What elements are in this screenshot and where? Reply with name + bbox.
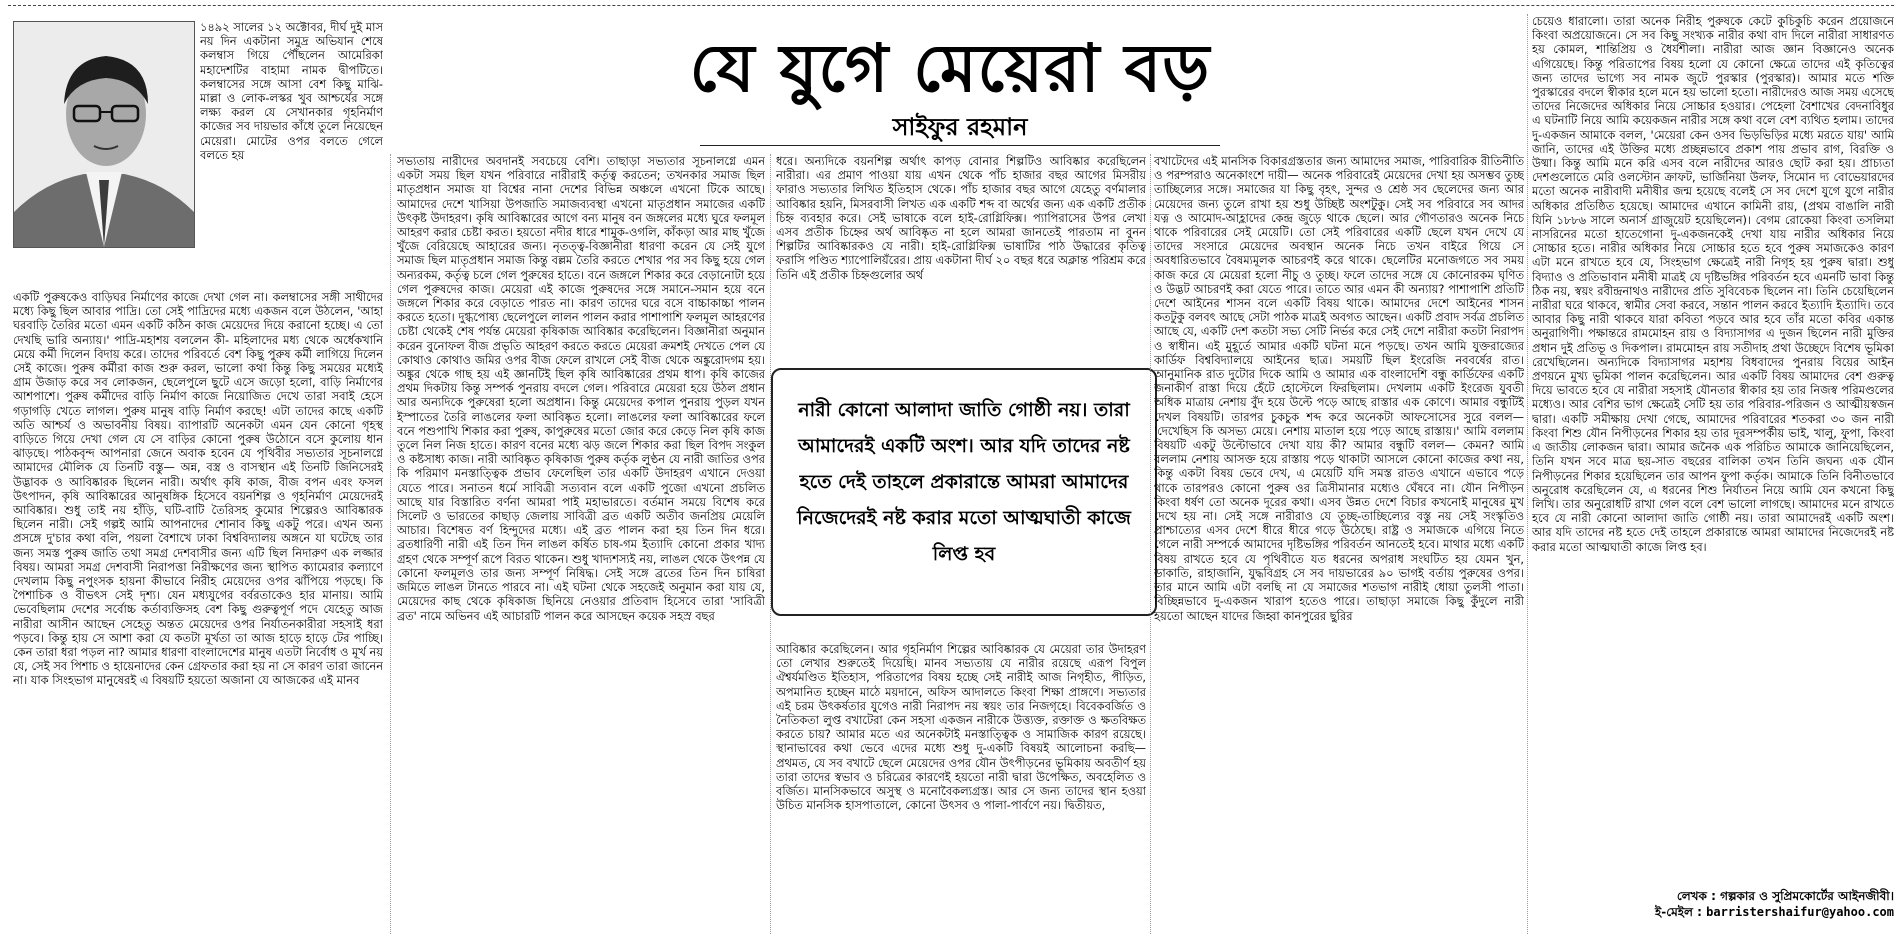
column-2: সভ্যতায় নারীদের অবদানই সবচেয়ে বেশি। তাছাড়া সভ্যতার সূচনালগ্নে এমন একটা সময় ছিল যখন পরিবারে নারীরাই কর্তৃত্ব করতেন; তখনকার সমাজ ছিল মাতৃপ্রধান সমাজ যা বিশ্বের নানা দেশের বিভিন্ন অঞ্চলে এখনো টিকে আছে। আমাদের দেশে খাসিয়া উপজাতি সমাজব্যবস্থা এখনো মাতৃপ্রধান সমাজের একটি উৎকৃষ্ট উদাহরণ। কৃষি আবিষ্কারের আগে বন্য মানুষ বন জঙ্গলের মধ্যে ঘুরে ফলমূল আহরণ করার চেষ্টা করত। হয়তো নদীর ধারে শামুক-ওগলি, কাঁকড়া আর মাছ খুঁজে খুঁজে বেরিয়েছে আহারের জন্য। নৃতত্ত্ব-বিজ্ঞানীরা ধারণা করেন যে সেই যুগে সমাজ ছিল মাতৃপ্রধান সমাজ কিন্তু বল্লম তৈরি করতে শেখার পর সব কিছু হয়ে গেল অন্যরকম, কর্তৃত্ব চলে গেল পুরুষের হাতে। বনে জঙ্গলে শিকার করে বেড়ানোটা হয়ে গেল পুরুষদের কাজ। মেয়েরা এই কাজে পুরুষদের সঙ্গে সমানে-সমান হয়ে বনে জঙ্গলে শিকার করে বেড়াতে পারত না। কারণ তাদের ঘরে বসে বাচ্চাকাচ্চা পালন করতে হতো। দুগ্ধপোষ্য ছেলেপুলে লালন পালন করার পাশাপাশি ফলমূল আহরণের চেষ্টা থেকেই শেষ পর্যন্ত মেয়েরা কৃষিকাজ আবিষ্কার করেছিলেন। বিজ্ঞানীরা অনুমান করেন বুনোফল বীজ প্রভৃতি আহরণ করতে করতে মেয়েরা ক্রমশই দেখতে পেল যে কোথাও কোথাও জমির ওপর বীজ ফেলে রাখলে সেই বীজ থেকে অঙ্কুরোদগম হয়। অঙ্কুর থেকে গাছ হয় এই জ্ঞানটিই ছিল কৃষি আবিষ্কারের প্রথম ধাপ। কৃষি কাজের প্রথম দিকটায় কিন্তু সম্পর্ক পুনরায় বদলে গেল। পরিবারে মেয়েরা হয়ে উঠল প্রধান আর অন্যদিকে পুরুষেরা হলো অপ্রধান। কিন্তু মেয়েদের কপাল পুনরায় পুড়ল যখন ইস্পাতের তৈরি লাঙলের ফলা আবিষ্কৃত হলো। লাঙলের ফলা আবিষ্কারের ফলে বনে পশুপাখি শিকার করা পুরুষ, কাপুরুষের মতো জোর করে কেড়ে নিল কৃষি কাজ তুলে নিল নিজ হাতে। কারণ বনের মধ্যে ঝড় জলে শিকার করা ছিল বিপদ সংকুল ও কষ্টসাধ্য কাজ। নারী আবিষ্কৃত কৃষিকাজ পুরুষ কর্তৃক লুণ্ঠন যে নারী জাতির ওপর কি পরিমাণ মনস্তাত্ত্বিক প্রভাব ফেলেছিল তার একটি উদাহরণ এখানে দেওয়া যেতে পারে। সনাতন ধর্মে সাবিত্রী সত্যবান বলে একটি পুজো এখনো প্রচলিত আছে যার বিস্তারিত বর্ণনা আমরা পাই মহাভারতে। বর্তমান সময়ে বিশেষ করে সিলেট ও ভারতের কাছাড় জেলায় সাবিত্রী ব্রত একটি অতীব জনপ্রিয় মেয়েলি আচার। বিশেষত বর্ণ হিন্দুদের মধ্যে। এই ব্রত পালন করা হয় তিন দিন ধরে। ব্রতধারিণী নারী এই তিন দিন লাঙল কর্ষিত চাষ-গম ইত্যাদি কোনো প্রকার খাদ্য গ্রহণ থেকে সম্পূর্ণ রূপে বিরত থাকেন। শুধু খাদ্যশস্যই নয়, লাঙল থেকে উৎপন্ন যে কোনো ফলমূলও তার জন্য সম্পূর্ণ নিষিদ্ধ। সেই সঙ্গে ব্রতের তিন দিন চাষিরা জমিতে লাঙল টানতে পারবে না। এই ঘটনা থেকে সহজেই অনুমান করা যায় যে, মেয়েদের কাছ থেকে কৃষিকাজ ছিনিয়ে নেওয়ার প্রতিবাদ হিসেবে তারা 'সাবিত্রী ব্রত' নামে অভিনব এই আচারটি পালন করে আসছেন কয়েক সহস্র বছর [397, 154, 765, 623]
column-3: ধরে। অন্যদিকে বয়নশিল্প অর্থাৎ কাপড় বোনার শিল্পটিও আবিষ্কার করেছিলেন নারীরা। এর প্রমাণ পাওয়া যায় এখন থেকে পাঁচ হাজার বছর আগের মিসরীয় ফারাও সভ্যতার লিখিত ইতিহাস থেকে। পাঁচ হাজার বছর আগে যেহেতু বর্ণমালার আবিষ্কার হয়নি, মিসরবাসী লিখত এক একটি শব্দ বা অর্থের জন্য এক একটি প্রতীক চিহ্ন ব্যবহার করে। সেই ভাষাকে বলে হাই-রোগ্লিফিক্স। প্যাপিরাসের উপর লেখা এসব প্রতীক চিহ্নের অর্থ আবিষ্কৃত না হলে আমরা জানতেই পারতাম না বুনন শিল্পটির আবিষ্কারকও যে নারী। হাই-রোগ্লিফিক্স ভাষাটির পাঠ উদ্ধারের কৃতিত্ব ফরাসি পণ্ডিত শ্যাপোলিয়ঁরের। প্রায় একটানা দীর্ঘ ২০ বছর ধরে অক্লান্ত পরিশ্রম করে তিনি এই প্রতীক চিহ্নগুলোর অর্থ [776, 154, 1146, 282]
column-divider [770, 154, 771, 934]
column-3-continued: আবিষ্কার করেছিলেন। আর গৃহনির্মাণ শিল্পের আবিষ্কারক যে মেয়েরা তার উদাহরণ তো লেখার শুরুতেই দিয়েছি। মানব সভ্যতায় যে নারীর রয়েছে এরূপ বিপুল ঐশ্বর্যমণ্ডিত ইতিহাস, পরিতাপের বিষয় হচ্ছে সেই নারীই আজ নিগৃহীত, পীড়িত, অপমানিত হচ্ছেন মাঠে ময়দানে, অফিস আদালতে কিংবা শিক্ষা প্রাঙ্গণে। সভ্যতার এই চরম উৎকর্ষতার যুগেও নারী নিরাপদ নয় স্বয়ং তার নিজগৃহে। বিবেকবর্জিত ও নৈতিকতা লুপ্ত বখাটেরা কেন সহসা একজন নারীকে উত্ত্যক্ত, রক্তাক্ত ও ক্ষতবিক্ষত করতে চায়? আমার মতে এর অনেকটাই মনস্তাত্ত্বিক ও সামাজিক কারণ রয়েছে। স্থানাভাবের কথা ভেবে এদের মধ্যে শুধু দু-একটি বিষয়ই আলোচনা করছি— প্রথমত, যে সব বখাটে ছেলে মেয়েদের ওপর যৌন উৎপীড়নের ভূমিকায় অবতীর্ণ হয় তারা তাদের স্বভাব ও চরিত্রের কারণেই হয়তো নারী দ্বারা উপেক্ষিত, অবহেলিত ও বর্জিত। মানসিকভাবে অসুস্থ ও মনোবৈকল্যগ্রস্ত। আর সে জন্য তাদের স্থান হওয়া উচিত মানসিক হাসপাতালে, কোনো উৎসব ও পালা-পার্বণে নয়। দ্বিতীয়ত, [776, 642, 1146, 813]
column-4: বখাটেদের এই মানসিক বিকারগ্রস্ততার জন্য আমাদের সমাজ, পারিবারিক রীতিনীতি ও পরম্পরাও অনেকাংশে দায়ী— অনেক পরিবারেই মেয়েদের দেখা হয় অসম্ভব তুচ্ছ তাচ্ছিল্যের সঙ্গে। সমাজের যা কিছু বৃহৎ, সুন্দর ও শ্রেষ্ঠ সব ছেলেদের জন্য আর মেয়েদের জন্য তুলে রাখা হয় শুধু উচ্ছিষ্ট অংশটুকু। সেই সব পরিবারে সব আদর যত্ন ও আমোদ-আহ্লাদের কেন্দ্র জুড়ে থাকে ছেলে। আর গৌণতারও অনেক নিচে থাকে পরিবারের সেই মেয়েটি। তো সেই পরিবারের একটি ছেলে যখন দেখে যে তাদের সংসারে মেয়েদের অবস্থান অনেক নিচে তখন বাইরে গিয়ে সে অবধারিতভাবে বৈষম্যমূলক আচরণই করে থাকে। ছেলেটির মনোজগতে সব সময় কাজ করে যে মেয়েরা হলো নীচু ও তুচ্ছ। ফলে তাদের সঙ্গে যে কোনোরকম ঘৃণিত ও উদ্ভট আচরণই করা যেতে পারে। তাতে আর এমন কী অন্যায়? পাশাপাশি প্রতিটি দেশে আইনের শাসন বলে একটি বিষয় থাকে। আমাদের দেশে আইনের শাসন কতটুকু বলবৎ আছে সেটা পাঠক মাত্রই অবগত আছেন। একটি প্রবাদ সর্বত্র প্রচলিত আছে যে, একটি দেশ কতটা সভ্য সেটি নির্ভর করে সেই দেশে নারীরা কতটা নিরাপদ ও স্বাধীন। এই মুহূর্তে আমার একটি ঘটনা মনে পড়ছে। তখন আমি যুক্তরাজ্যের কার্ডিফ বিশ্ববিদ্যালয়ে আইনের ছাত্র। সময়টি ছিল ইংরেজি নববর্ষের রাত। আনুমানিক রাত দুটোর দিকে আমি ও আমার এক বাংলাদেশি বন্ধু কার্ডিফের একটি জনাকীর্ণ রাস্তা দিয়ে হেঁটে হোস্টেলে ফিরছিলাম। দেখলাম একটি ইংরেজ যুবতী অধিক মাত্রায় নেশায় বুঁদ হয়ে উল্টে পড়ে আছে রাস্তার এক কোণে। আমার বন্ধুটিই দেখল বিষয়টি। তারপর চুকচুক শব্দ করে অনেকটা আফসোসের সুরে বলল— 'দেখেছিস কি অসভ্য মেয়ে। নেশায় মাতাল হয়ে পড়ে আছে রাস্তায়।' আমি বললাম বিষয়টি একটু উল্টোভাবে দেখা যায় কী? আমার বন্ধুটি বলল— কেমন? আমি বললাম নেশায় আসক্ত হয়ে রাস্তায় পড়ে থাকাটা আসলে কোনো কাজের কথা নয়, কিন্তু একটা বিষয় ভেবে দেখ, এ মেয়েটি যদি সমস্ত রাতও এখানে এভাবে পড়ে থাকে তারপরও কোনো পুরুষ ওর ত্রিসীমানার মধ্যেও ঘেঁষবে না। যৌন নিপীড়ন কিংবা ধর্ষণ তো অনেক দূরের কথা। এসব উন্নত দেশে বিচার কখনোই মানুষের মুখ দেখে হয় না। সেই সঙ্গে নারীরাও যে তুচ্ছ-তাচ্ছিল্যের বস্তু নয় সেই সংস্কৃতিও প্রাশ্চাত্যের এসব দেশে ধীরে ধীরে গড়ে উঠেছে। রাষ্ট্র ও সমাজকে এগিয়ে নিতে গেলে নারী সম্পর্কে আমাদের দৃষ্টিভঙ্গির পরিবর্তন আনতেই হবে। মাথার মধ্যে একটি বিষয় রাখতে হবে যে পৃথিবীতে যত ধরনের অপরাধ সংঘটিত হয় যেমন খুন, ডাকাতি, রাহাজানি, যুদ্ধবিগ্রহ সে সব দায়ভারের ৯০ ভাগই বর্তায় পুরুষের ওপর। তার মানে আমি এটা বলছি না যে সমাজের শতভাগ নারীই ধোয়া তুলসী পাতা। বিচ্ছিন্নভাবে দু-একজন খারাপ হতেও পারে। তাছাড়া সমাজে কিছু কুঁদুলে নারী হয়তো আছেন যাদের জিহ্বা কানপুরের ছুরির [1154, 154, 1524, 623]
pull-quote-text: নারী কোনো আলাদা জাতি গোষ্ঠী নয়। তারা আমাদেরই একটি অংশ। আর যদি তাদের নষ্ট হতে দেই তাহলে প্রকারান্তে আমরা আমাদের নিজেদেরই নষ্ট করার মতো আত্মঘাতী কাজে লিপ্ত হব [797, 399, 1131, 565]
byline-rule [700, 145, 1220, 146]
column-1-intro: ১৪৯২ সালের ১২ অক্টোবর, দীর্ঘ দুই মাস নয় দিন একটানা সমুদ্র অভিযান শেষে কলম্বাস গিয়ে পৌঁছলেন আমেরিকা মহাদেশটির বাহামা নামক দ্বীপটিতে। কলম্বাসের সঙ্গে আসা বেশ কিছু মাঝি-মাল্লা ও লোক-লস্কর খুব আশ্চর্যের সঙ্গে লক্ষ্য করল যে সেখানকার গৃহনির্মাণ কাজের সব দায়ভার কাঁধে তুলে নিয়েছেন মেয়েরা। মোটের ওপর বলতে গেলে বলতে হয় [200, 20, 383, 162]
author-email-line [1532, 904, 1894, 920]
author-footer [1532, 888, 1894, 920]
author-email[interactable]: barristershaifur@yahoo.com [1706, 905, 1894, 919]
headline: যে যুগে মেয়েরা বড় [689, 29, 1211, 107]
pull-quote [771, 368, 1157, 616]
column-5: চেয়েও ধারালো। তারা অনেক নিরীহ পুরুষকে কেটে কুচিকুচি করেন প্রয়োজনে কিংবা অপ্রয়োজনে। সে সব কিছু সংখ্যক নারীর কথা বাদ দিলে নারীরা সাধারণত হয় কোমল, শান্তিপ্রিয় ও ধৈর্যশীলা। নারীরা আজ জ্ঞান বিজ্ঞানেও অনেক এগিয়েছে। কিন্তু পরিতাপের বিষয় হলো যে কোনো ক্ষেত্রে তাদের এই কৃতিত্বের জন্য তাদের ভাগ্যে সব নামক জুটে পুরস্কার (পুরস্কার)। আমার মতে শক্তি পুরস্কারের বদলে স্বীকার হলে মনে হয় ভালো হতো। নারীদেরও আজ সময় এসেছে তাদের নিজেদের অধিকার নিয়ে সোচ্চার হওয়ার। পেহেলা বৈশাখের বেদনাবিধুর এ ঘটনাটি নিয়ে আমি কয়েকজন নারীর সঙ্গে কথা বলে বেশ ব্যথিত হলাম। তাদের দু-একজন আমাকে বলল, 'মেয়েরা কেন ওসব ভিড়ভিড়ির মধ্যে মরতে যায়' আমি জানি, তাদের এই উক্তির মধ্যে প্রচ্ছন্নভাবে প্রকাশ পায় প্রভাব রাগ, বিরক্তি ও উষ্মা। কিন্তু আমি মনে করি এসব বলে নারীদের আরও ছোট করা হয়। প্রাচ্যতা দেশগুলোতে মেরি ওলস্টোন ক্রাফট, ভার্জিনিয়া উলফ, সিমোন দ্য বোভেয়ারদের মতো অনেক নারীবাদী মনীষীর জন্ম হয়েছে বলেই সে সব দেশে যুগে যুগে নারীর অধিকার প্রতিষ্ঠিত হয়েছে। আমাদের এখানে কামিনী রায়, (প্রথম বাঙালি নারী যিনি ১৮৮৬ সালে অনার্স গ্রাজুয়েট হয়েছিলেন)। বেগম রোকেয়া কিংবা তসলিমা নাসরিনের মতো হাতেগোনা দু-একজনকেই দেখা যায় নারীর অধিকার নিয়ে সোচ্চার হতে। নারীর অধিকার নিয়ে সোচ্চার হতে হবে পুরুষ সমাজকেও কারণ এটা মনে রাখতে হবে যে, সিংহভাগ ক্ষেত্রেই নারী নিগৃহ হয় পুরুষ দ্বারা। শুধু বিদ্যাও ও প্রতিভাবান মনীষী মাত্রই যে দৃষ্টিভঙ্গির পরিবর্তন হবে এমনটি ভাবা কিন্তু ঠিক নয়, স্বয়ং রবীন্দ্রনাথও নারীদের প্রতি সুবিবেচক ছিলেন না। তিনি চেয়েছিলেন নারীরা ঘরে থাকবে, স্বামীর সেবা করবে, সন্তান পালন করবে ইত্যাদি ইত্যাদি। তবে আবার কিছু নারী থাকবে যারা কবিতা পড়বে আর হবে তাঁর মতো কবির একান্ত অনুরাগিণী। পক্ষান্তরে রামমোহন রায় ও বিদ্যাসাগর এ দুজন ছিলেন নারী মুক্তির প্রধান দুই প্রতিভূ ও দিকপাল। রামমোহন রায় সতীদাহ প্রথা উচ্ছেদে বিশেষ ভূমিকা রেখেছিলেন। অন্যদিকে বিদ্যাসাগর মহাশয় বিধবাদের পুনরায় বিয়ের আইন প্রণয়নে মুখ্য ভূমিকা পালন করেছিলেন। আর একটি বিষয় আমাদের বেশ গুরুত্ব দিয়ে ভাবতে হবে যে নারীরা সহসাই যৌনতার স্বীকার হয় তার নিজস্ব পরিমণ্ডলের মধ্যেও। আর বেশির ভাগ ক্ষেত্রেই সেটি হয় তার পরিবার-পরিজন ও আত্মীয়স্বজন দ্বারা। একটি সমীক্ষায় দেখা গেছে, আমাদের পরিবারের শতকরা ৩০ জন নারী কিংবা শিশু যৌন নিপীড়নের শিকার হয় তার দূরসম্পর্কীয় ভাই, খালু, ফুপা, কিংবা এ জাতীয় লোকজন দ্বারা। আমার জনৈক এক পরিচিত আমাকে জানিয়েছিলেন, তিনি যখন সবে মাত্র ছয়-সাত বছরের বালিকা তখন তিনি জঘন্য এক যৌন নিপীড়নের শিকার হয়েছিলেন তার আপন ফুপা কর্তৃক। আমাকে তিনি বিনীতভাবে অনুরোধ করেছিলেন যে, এ ধরনের শিশু নির্যাতন নিয়ে আমি যেন কখনো কিছু লিখি। তার অনুরোধটি রাখা গেল বলে বেশ ভালো লাগছে। আমাদের মনে রাখতে হবে যে নারী কোনো আলাদা জাতি গোষ্ঠী নয়। তারা আমাদেরই একটি অংশ। আর যদি তাদের নষ্ট হতে দেই তাহলে প্রকারান্তে আমরা আমাদের নিজেদেরই নষ্ট করার মতো আত্মঘাতী কাজে লিপ্ত হব। [1532, 14, 1894, 554]
email-label: ই-মেইল : [1655, 905, 1702, 919]
column-divider [390, 154, 391, 934]
byline: সাইফুর রহমান [892, 112, 1028, 141]
author-note: লেখক : গল্পকার ও সুপ্রিমকোর্টের আইনজীবী। [1676, 889, 1894, 903]
author-portrait-image [14, 22, 194, 247]
column-1: একটি পুরুষকেও বাড়িঘর নির্মাণের কাজে দেখা গেল না। কলম্বাসের সঙ্গী সাথীদের মধ্যে কিছু ছিল আবার পাদ্রি। তো সেই পাদ্রিদের মধ্যে একজন বলে উঠলেন, 'আহা ঘরবাড়ি তৈরির মতো এমন একটি কঠিন কাজ মেয়েদের দিয়ে করানো হচ্ছে। এ তো দেখছি ভারি অন্যায়।' পাদ্রি-মহাশয় বললেন কী- মহিলাদের মধ্য থেকে অর্ধেকখানি মেয়ে কর্মী দিলেন বিদায় করে। তাদের পরিবর্তে বেশ কিছু পুরুষ কর্মী লাগিয়ে দিলেন সেই কাজে। পুরুষ কর্মীরা কাজ শুরু করল, ভালো কথা কিন্তু কিছু সময়ের মধ্যেই গ্রাম উজাড় করে সব লোকজন, ছেলেপুলে ছুটে এসে জড়ো হলো, বাড়ি নির্মাণের আশপাশে। পুরুষ কর্মীদের বাড়ি নির্মাণ কাজে নিয়োজিত দেখে তারা সবাই হেসে গড়াগড়ি খেতে লাগল। পুরুষ মানুষ বাড়ি নির্মাণ করছে! এটা তাদের কাছে একটি অতি আশ্চর্য ও অভাবনীয় বিষয়। ব্যাপারটি অনেকটা এমন যেন কোনো গৃহস্থ বাড়িতে গিয়ে দেখা গেল যে সে বাড়ির কোনো পুরুষ উঠোনে বসে কুলোয় ধান ঝাড়ছে। পাঠকবৃন্দ আপনারা জেনে অবাক হবেন যে পৃথিবীর সভ্যতার সূচনালগ্নে আমাদের মৌলিক যে তিনটি বস্তু— অন্ন, বস্ত্র ও বাসস্থান এই তিনটি জিনিসেরই উদ্ভাবক ও আবিষ্কারক ছিলেন নারী। অর্থাৎ কৃষি কাজ, বীজ বপন এবং ফসল উৎপাদন, কৃষি আবিষ্কারের আনুষঙ্গিক হিসেবে বয়নশিল্প ও গৃহনির্মাণ মেয়েদেরই আবিষ্কার। শুধু তাই নয় হাঁড়ি, ঘটি-বাটি তৈরিসহ কুমোর শিল্পেরও আবিষ্কারক ছিলেন নারী। সেই গল্পই আমি আপনাদের শোনাব কিছু একটু পরে। এখন অন্য প্রসঙ্গে দু'চার কথা বলি, পয়লা বৈশাখে ঢাকা বিশ্ববিদ্যালয় অঙ্গনে যা ঘটেছে তার জন্য সমস্ত পুরুষ জাতি তথা সমগ্র দেশবাসীর জন্য এটি ছিল নিদারুণ এক লজ্জার বিষয়। আমরা সমগ্র দেশবাসী নিরাপত্তা নিরীক্ষণের জন্য স্থাপিত ক্যামেরার কল্যাণে দেখলাম কিছু নপুংসক হায়না কীভাবে নিরীহ মেয়েদের ওপর ঝাঁপিয়ে পড়ছে। কি পৈশাচিক ও বীভৎস সেই দৃশ্য। যেন মধ্যযুগের বর্বরতাকেও হার মানায়। আমি ভেবেছিলাম দেশের সর্বোচ্চ কর্তাব্যক্তিসহ বেশ কিছু গুরুত্বপূর্ণ পদে যেহেতু আজ নারীরা আসীন আছেন সেহেতু অন্তত মেয়েদের ওপর নির্যাতনকারীরা সহসাই ধরা পড়বে। কিন্তু হায় সে আশা করা যে কতটা মূর্খতা তা আজ হাড়ে হাড়ে টের পাচ্ছি। কেন তারা ধরা পড়ল না? আমার ধারণা বাংলাদেশের মানুষ এতটা নির্বোধ ও মূর্খ নয় যে, সেই সব পিশাচ ও হায়েনাদের কেন গ্রেফতার করা হয় না সে কারণ তারা জানেন না। যাক সিংহভাগ মানুষেরই এ বিষয়টি হয়তো অজানা যে আজকের এই মানব [13, 290, 383, 688]
author-photo [13, 21, 195, 248]
column-divider [1150, 154, 1151, 934]
top-dotted-rule [8, 5, 1894, 6]
column-divider [1527, 14, 1528, 934]
